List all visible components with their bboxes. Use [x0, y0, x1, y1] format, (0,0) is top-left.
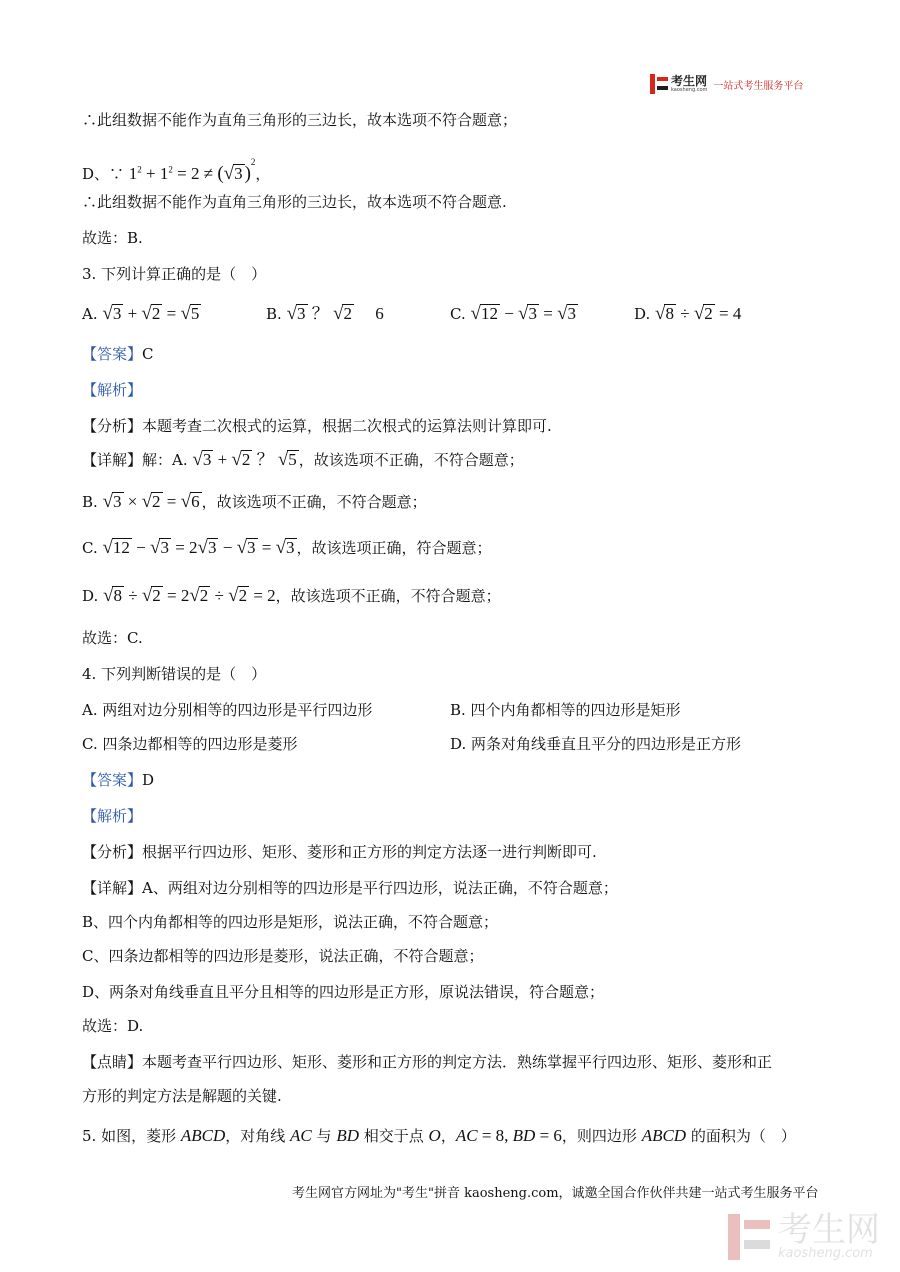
page-footer: 考生网官方网址为"考生"拼音 kaosheng.com，诚邀全国合作伙伴共建一站式考生服务平台	[292, 1186, 819, 1201]
xiangjie-b: B. √3 × √2 = √6 ，故该选项不正确，不符合题意；	[82, 491, 427, 512]
logo-url: kaosheng.com	[671, 87, 708, 93]
analysis-heading: 【解析】	[82, 381, 143, 399]
xiangjie-c: C. √12 − √3 = 2√3 − √3 = √3 ，故该选项正确，符合题意；	[82, 537, 492, 558]
answer-line: 【答案】C	[82, 345, 154, 363]
formula-line: D、∵ $1^2 + 1^2 = 2 \ne (√3$ )$^2$，	[82, 157, 271, 184]
text-line: 方形的判定方法是解题的关键.	[82, 1087, 282, 1105]
text-line: ∴此组数据不能作为直角三角形的三边长，故本选项不符合题意.	[82, 193, 507, 211]
watermark	[728, 1210, 880, 1261]
dianjing-line: 【点睛】本题考查平行四边形、矩形、菱形和正方形的判定方法．熟练掌握平行四边形、矩形、菱形和正	[82, 1053, 773, 1071]
watermark-url: kaosheng.com	[778, 1246, 873, 1261]
question-4-stem: 4. 下列判断错误的是（ ）	[82, 665, 267, 683]
answer-line: 【答案】D	[82, 771, 155, 789]
question-5-stem: 5. 如图，菱形 ABCD，对角线 AC 与 BD 相交于点 O，AC = 8, BD = 6，则四边形 ABCD 的面积为（ ）	[82, 1126, 796, 1145]
fenxi-line: 【分析】本题考查二次根式的运算，根据二次根式的运算法则计算即可.	[82, 417, 552, 435]
text-line: 故选：C.	[82, 629, 143, 647]
logo-name: 考生网	[671, 74, 708, 88]
text-line: D、两条对角线垂直且平分且相等的四边形是正方形，原说法错误，符合题意；	[82, 983, 605, 1001]
q3-option-d: D. √8 ÷ √2 = 4	[634, 303, 742, 324]
analysis-heading: 【解析】	[82, 807, 143, 825]
text-line: 故选：D.	[82, 1017, 144, 1035]
q3-option-c: C. √12 − √3 = √3	[450, 303, 576, 324]
q4-option-b: B. 四个内角都相等的四边形是矩形	[450, 701, 681, 719]
q4-option-c: C. 四条边都相等的四边形是菱形	[82, 735, 298, 753]
question-3-stem: 3. 下列计算正确的是（ ）	[82, 265, 267, 283]
q3-option-b: B. √3 ？ √2 6	[266, 303, 384, 324]
text-line: C、四条边都相等的四边形是菱形，说法正确，不符合题意；	[82, 947, 484, 965]
text-line: B、四个内角都相等的四边形是矩形，说法正确，不符合题意；	[82, 913, 499, 931]
header-logo	[650, 72, 803, 96]
q3-option-a: A. √3 + √2 = √5	[82, 303, 200, 324]
fenxi-line: 【分析】根据平行四边形、矩形、菱形和正方形的判定方法逐一进行判断即可.	[82, 843, 597, 861]
xiangjie-a: 【详解】解：A. √3 + √2 ？ √5 ，故该选项不正确，不符合题意；	[82, 449, 524, 470]
text-line: ∴此组数据不能作为直角三角形的三边长，故本选项不符合题意；	[82, 111, 518, 129]
watermark-name: 考生网	[778, 1210, 880, 1250]
xiangjie-line: 【详解】A、两组对边分别相等的四边形是平行四边形，说法正确，不符合题意；	[82, 879, 618, 897]
kaosheng-watermark-icon	[728, 1214, 772, 1260]
xiangjie-d: D. √8 ÷ √2 = 2√2 ÷ √2 = 2，故该选项不正确，不符合题意；	[82, 585, 501, 606]
logo-slogan: 一站式考生服务平台	[713, 80, 804, 92]
kaosheng-logo-icon	[650, 74, 668, 94]
q4-option-d: D. 两条对角线垂直且平分的四边形是正方形	[450, 735, 742, 753]
q4-option-a: A. 两组对边分别相等的四边形是平行四边形	[82, 701, 373, 719]
text-line: 故选：B.	[82, 229, 143, 247]
